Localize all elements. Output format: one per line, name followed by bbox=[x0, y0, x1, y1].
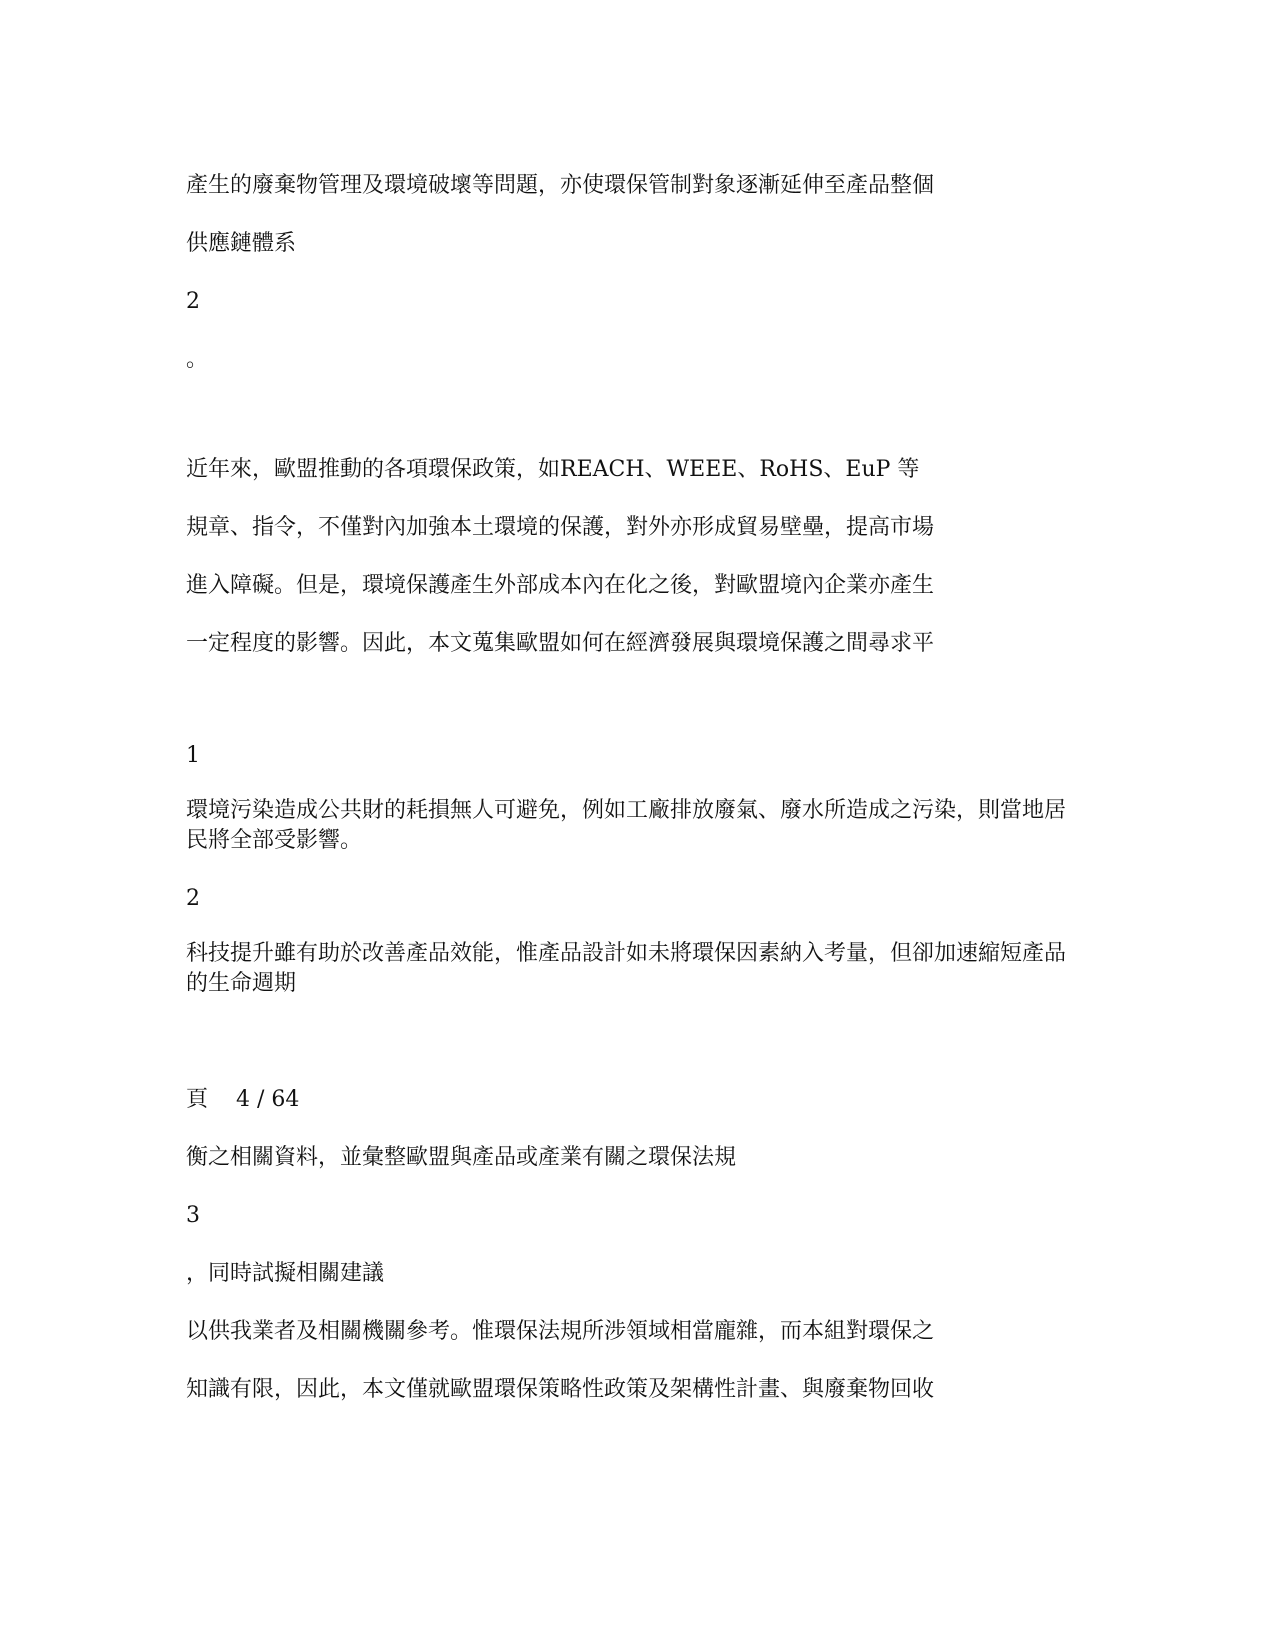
footnote-2-number: 2 bbox=[186, 886, 200, 911]
body-period: 。 bbox=[186, 347, 209, 372]
page-number: 頁 4 / 64 bbox=[186, 1087, 300, 1112]
footnote-ref-2: 2 bbox=[186, 289, 200, 314]
body-line-2: 供應鏈體系 bbox=[186, 231, 297, 256]
continued-line-4: 知識有限，因此，本文僅就歐盟環保策略性政策及架構性計畫、與廢棄物回收 bbox=[186, 1377, 935, 1402]
continued-line-2: ，同時試擬相關建議 bbox=[186, 1261, 385, 1286]
footnote-2-text: 科技提升雖有助於改善產品效能，惟產品設計如未將環保因素納入考量，但卻加速縮短產品的生命週期 bbox=[186, 941, 1067, 996]
continued-line-1: 衡之相關資料，並彙整歐盟與產品或產業有關之環保法規 bbox=[186, 1145, 737, 1170]
body-line-1: 產生的廢棄物管理及環境破壞等問題，亦使環保管制對象逐漸延伸至產品整個 bbox=[186, 173, 935, 198]
continued-line-3: 以供我業者及相關機關參考。惟環保法規所涉領域相當龐雜，而本組對環保之 bbox=[186, 1319, 935, 1344]
footnote-1-number: 1 bbox=[186, 743, 200, 768]
body-line-4: 規章、指令，不僅對內加強本土環境的保護，對外亦形成貿易壁壘，提高市場 bbox=[186, 515, 935, 540]
body-line-3: 近年來，歐盟推動的各項環保政策，如REACH、WEEE、RoHS、EuP 等 bbox=[186, 457, 920, 482]
footnote-ref-3: 3 bbox=[186, 1203, 200, 1228]
body-line-6: 一定程度的影響。因此，本文蒐集歐盟如何在經濟發展與環境保護之間尋求平 bbox=[186, 631, 935, 656]
footnote-1-text: 環境污染造成公共財的耗損無人可避免，例如工廠排放廢氣、廢水所造成之污染，則當地居民將全部受影響。 bbox=[186, 798, 1067, 853]
body-line-5: 進入障礙。但是，環境保護產生外部成本內在化之後，對歐盟境內企業亦產生 bbox=[186, 573, 935, 598]
